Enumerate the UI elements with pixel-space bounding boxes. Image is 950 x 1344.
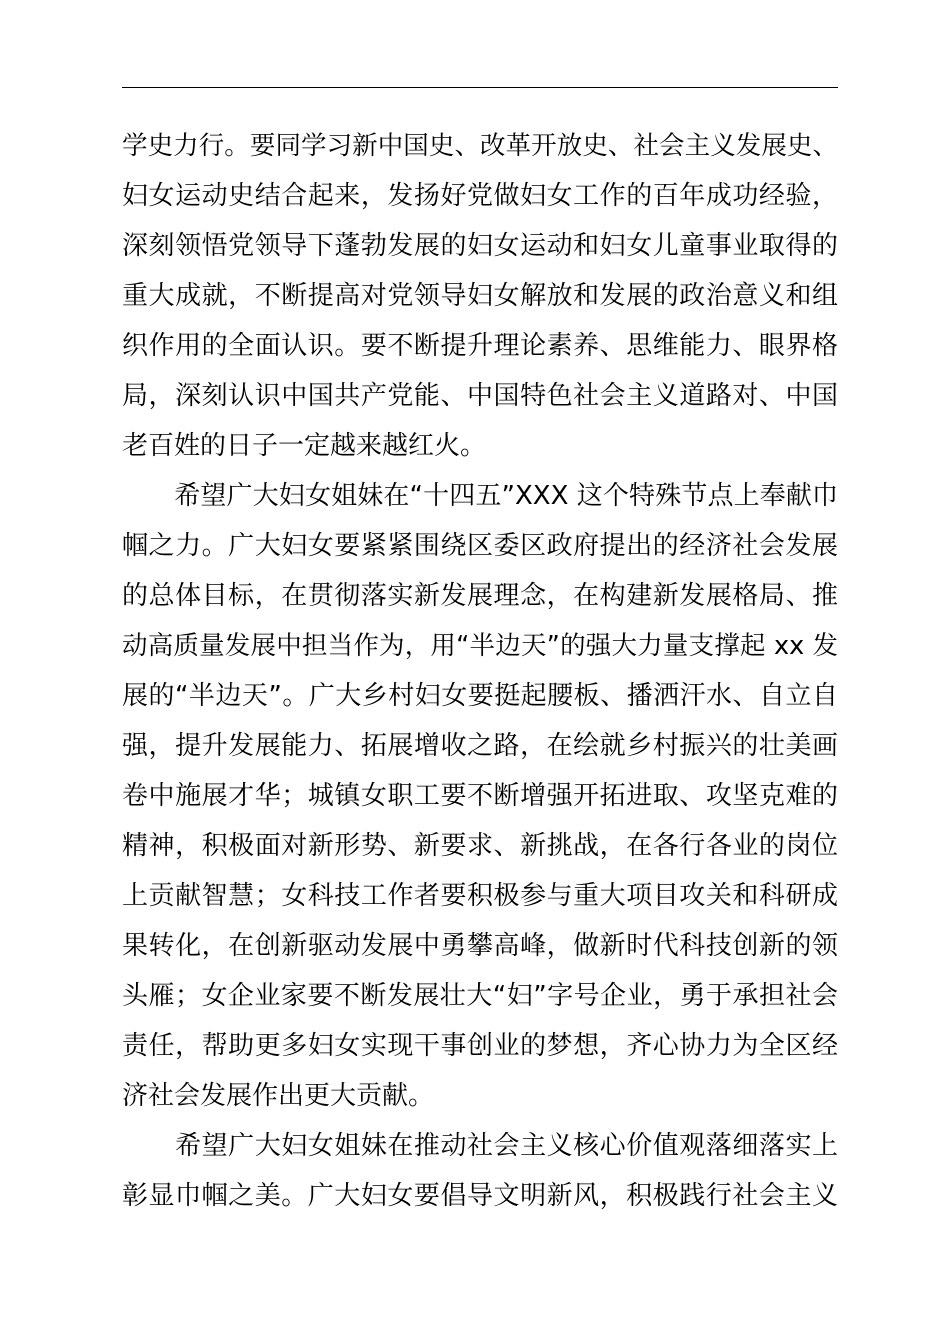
text-line: 卷中施展才华；城镇女职工要不断增强开拓进取、攻坚克难的 (122, 781, 838, 811)
text-line: 强，提升发展能力、拓展增收之路，在绘就乡村振兴的壮美画 (122, 731, 838, 761)
text-line: 责任，帮助更多妇女实现干事创业的梦想，齐心协力为全区经 (122, 1031, 838, 1061)
text-line: 头雁；女企业家要不断发展壮大“妇”字号企业，勇于承担社会 (122, 981, 838, 1011)
text-line: 的总体目标，在贯彻落实新发展理念，在构建新发展格局、推 (122, 581, 838, 611)
text-line: 上贡献智慧；女科技工作者要积极参与重大项目攻关和科研成 (122, 881, 838, 911)
text-line: 果转化，在创新驱动发展中勇攀高峰，做新时代科技创新的领 (122, 931, 838, 961)
text-line: 希望广大妇女姐妹在推动社会主义核心价值观落细落实上 (122, 1131, 838, 1161)
text-line: 精神，积极面对新形势、新要求、新挑战，在各行各业的岗位 (122, 831, 838, 861)
text-line: 妇女运动史结合起来，发扬好党做妇女工作的百年成功经验， (122, 181, 838, 211)
text-line: 帼之力。广大妇女要紧紧围绕区委区政府提出的经济社会发展 (122, 531, 838, 561)
text-line: 彰显巾帼之美。广大妇女要倡导文明新风，积极践行社会主义 (122, 1181, 838, 1211)
text-line: 重大成就，不断提高对党领导妇女解放和发展的政治意义和组 (122, 281, 838, 311)
text-line: 动高质量发展中担当作为，用“半边天”的强大力量支撑起 xx 发 (122, 631, 838, 661)
text-line: 局，深刻认识中国共产党能、中国特色社会主义道路对、中国 (122, 381, 838, 411)
text-line: 学史力行。要同学习新中国史、改革开放史、社会主义发展史、 (122, 131, 838, 161)
text-line: 老百姓的日子一定越来越红火。 (122, 431, 487, 461)
text-line: 深刻领悟党领导下蓬勃发展的妇女运动和妇女儿童事业取得的 (122, 231, 838, 261)
text-line: 希望广大妇女姐妹在“十四五”XXX 这个特殊节点上奉献巾 (122, 481, 838, 511)
body-text (122, 121, 838, 1221)
text-line: 济社会发展作出更大贡献。 (122, 1081, 435, 1111)
text-line: 织作用的全面认识。要不断提升理论素养、思维能力、眼界格 (122, 331, 838, 361)
text-line: 展的“半边天”。广大乡村妇女要挺起腰板、播洒汗水、自立自 (122, 681, 838, 711)
header-rule (122, 87, 838, 88)
